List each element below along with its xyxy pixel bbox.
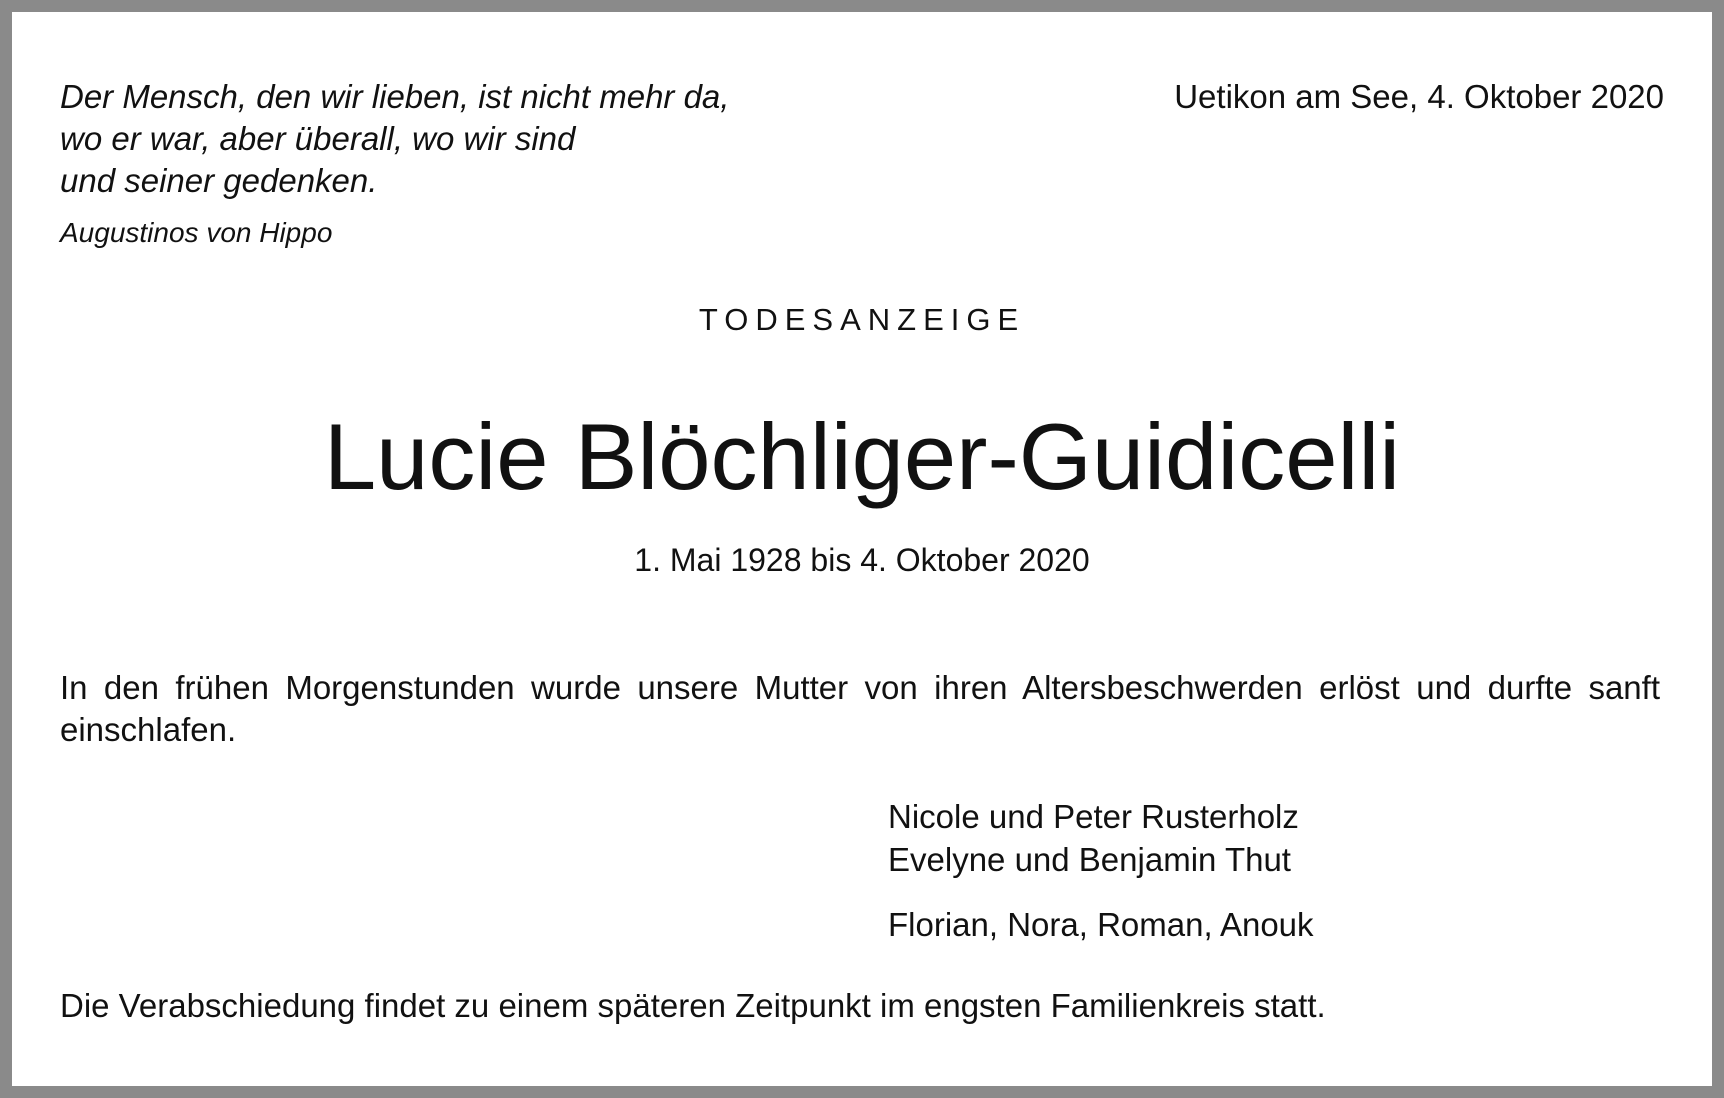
survivors-list	[888, 795, 1314, 946]
place-and-date: Uetikon am See, 4. Oktober 2020	[1174, 78, 1664, 115]
quote-line: Der Mensch, den wir lieben, ist nicht mehr da,	[60, 78, 730, 115]
life-dates: 1. Mai 1928 bis 4. Oktober 2020	[634, 542, 1090, 578]
quote-line: wo er war, aber überall, wo wir sind	[60, 120, 576, 157]
survivor-couple: Evelyne und Benjamin Thut	[888, 841, 1291, 878]
quote-line: und seiner gedenken.	[60, 162, 378, 199]
grandchildren: Florian, Nora, Roman, Anouk	[888, 906, 1314, 943]
death-notice	[12, 12, 1712, 1086]
quote-author: Augustinos von Hippo	[60, 217, 333, 248]
memorial-quote	[60, 76, 729, 202]
farewell-note: Die Verabschiedung findet zu einem späteren Zeitpunkt im engsten Familienkreis statt.	[60, 987, 1326, 1024]
survivor-couple: Nicole und Peter Rusterholz	[888, 798, 1299, 835]
notice-message: In den frühen Morgenstunden wurde unsere Mutter von ihren Altersbeschwerden erlöst und durfte sanft einschlafen.	[60, 669, 1660, 748]
notice-kind-heading: TODESANZEIGE	[698, 302, 1026, 337]
deceased-name: Lucie Blöchliger-Guidicelli	[323, 404, 1401, 509]
